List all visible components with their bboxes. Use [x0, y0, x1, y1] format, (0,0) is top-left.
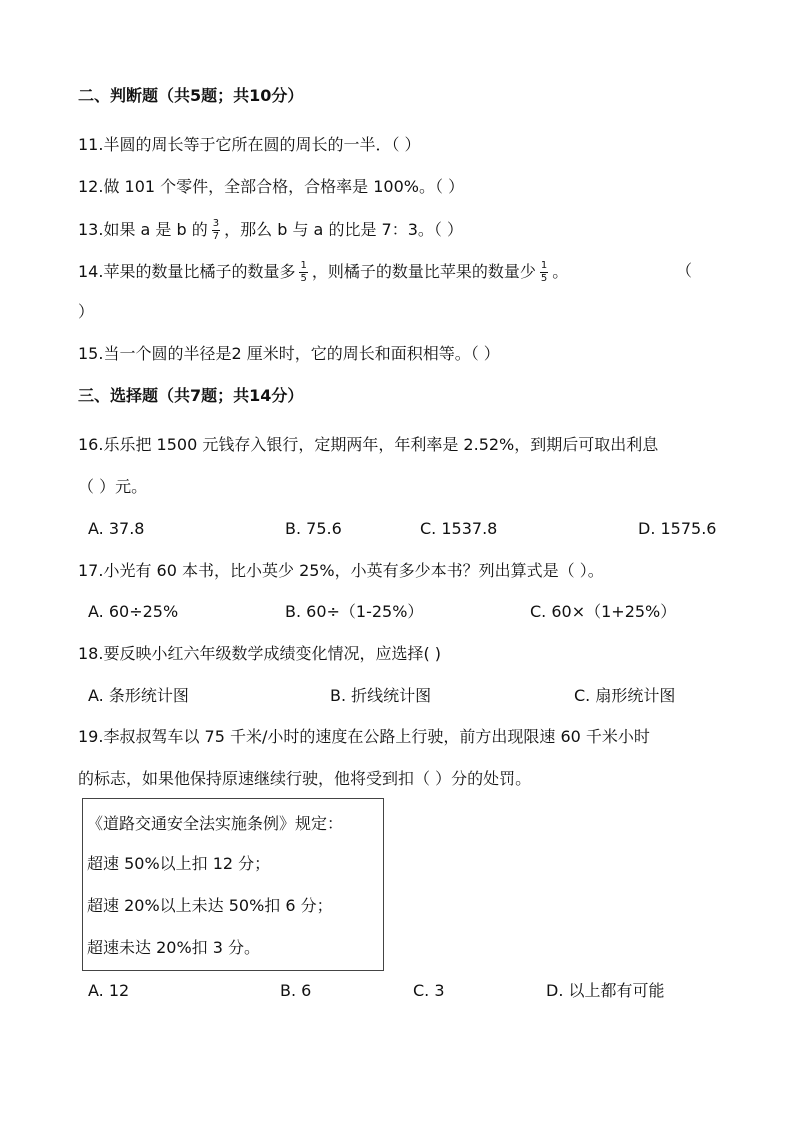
- fraction-numerator: 1: [540, 260, 548, 271]
- question-14-paren-open: （: [676, 261, 693, 280]
- question-14-part1: 14.苹果的数量比橘子的数量多: [78, 262, 296, 281]
- question-13-text-before: 13.如果 a 是 b 的: [78, 220, 208, 239]
- question-14-part3: 。: [552, 262, 569, 281]
- rule-20-to-50: 超速 20%以上未达 50%扣 6 分；: [87, 896, 333, 915]
- fraction-one-fifth-a: [299, 261, 307, 284]
- q17-option-a: A. 60÷25%: [88, 602, 179, 621]
- q17-option-b: B. 60÷（1-25%）: [285, 602, 424, 621]
- fraction-denominator: 5: [300, 273, 307, 284]
- question-18: 18.要反映小红六年级数学成绩变化情况，应选择( ): [78, 644, 442, 663]
- fraction-denominator: 7: [212, 231, 220, 242]
- fraction-numerator: 1: [300, 260, 307, 271]
- q16-option-b: B. 75.6: [285, 519, 342, 538]
- fraction-denominator: 5: [540, 273, 548, 284]
- question-13: [78, 219, 463, 242]
- q16-option-c: C. 1537.8: [420, 519, 498, 538]
- question-19-line2: 的标志，如果他保持原速继续行驶，他将受到扣（ ）分的处罚。: [78, 769, 532, 788]
- q16-option-d: D. 1575.6: [638, 519, 717, 538]
- rule-over-50: 超速 50%以上扣 12 分；: [87, 854, 271, 873]
- q17-option-c: C. 60×（1+25%）: [530, 602, 677, 621]
- question-14-paren-close: ）: [78, 302, 95, 321]
- question-19-line1: 19.李叔叔驾车以 75 千米/小时的速度在公路上行驶，前方出现限速 60 千米小时: [78, 727, 650, 746]
- q19-option-c: C. 3: [413, 981, 445, 1000]
- question-17: 17.小光有 60 本书，比小英少 25%，小英有多少本书？列出算式是（ ）。: [78, 561, 604, 580]
- rules-title: 《道路交通安全法实施条例》规定：: [87, 814, 344, 833]
- fraction-one-fifth-b: [540, 261, 548, 284]
- question-11: 11.半圆的周长等于它所在圆的周长的一半．（ ）: [78, 135, 421, 154]
- question-13-text-after: ，那么 b 与 a 的比是 7：3。（ ）: [224, 220, 463, 239]
- question-16-line2: （ ）元。: [78, 477, 148, 496]
- question-12: 12.做 101 个零件，全部合格，合格率是 100%。（ ）: [78, 177, 465, 196]
- section-3-heading: 三、选择题（共7题；共14分）: [78, 386, 304, 405]
- q18-option-a: A. 条形统计图: [88, 686, 189, 705]
- fraction-numerator: 3: [212, 218, 220, 229]
- traffic-rules-box: [82, 798, 384, 971]
- question-14: [78, 261, 568, 284]
- section-2-heading: 二、判断题（共5题；共10分）: [78, 86, 304, 105]
- q19-option-a: A. 12: [88, 981, 130, 1000]
- question-15: 15.当一个圆的半径是2 厘米时，它的周长和面积相等。（ ）: [78, 344, 500, 363]
- question-14-part2: ，则橘子的数量比苹果的数量少: [311, 262, 536, 281]
- q18-option-c: C. 扇形统计图: [574, 686, 676, 705]
- q19-option-d: D. 以上都有可能: [546, 981, 665, 1000]
- q16-option-a: A. 37.8: [88, 519, 145, 538]
- fraction-three-sevenths: [212, 219, 220, 242]
- q19-option-b: B. 6: [280, 981, 312, 1000]
- q18-option-b: B. 折线统计图: [330, 686, 432, 705]
- question-16-line1: 16.乐乐把 1500 元钱存入银行，定期两年，年利率是 2.52%，到期后可取出利息: [78, 435, 659, 454]
- rule-under-20: 超速未达 20%扣 3 分。: [87, 938, 261, 957]
